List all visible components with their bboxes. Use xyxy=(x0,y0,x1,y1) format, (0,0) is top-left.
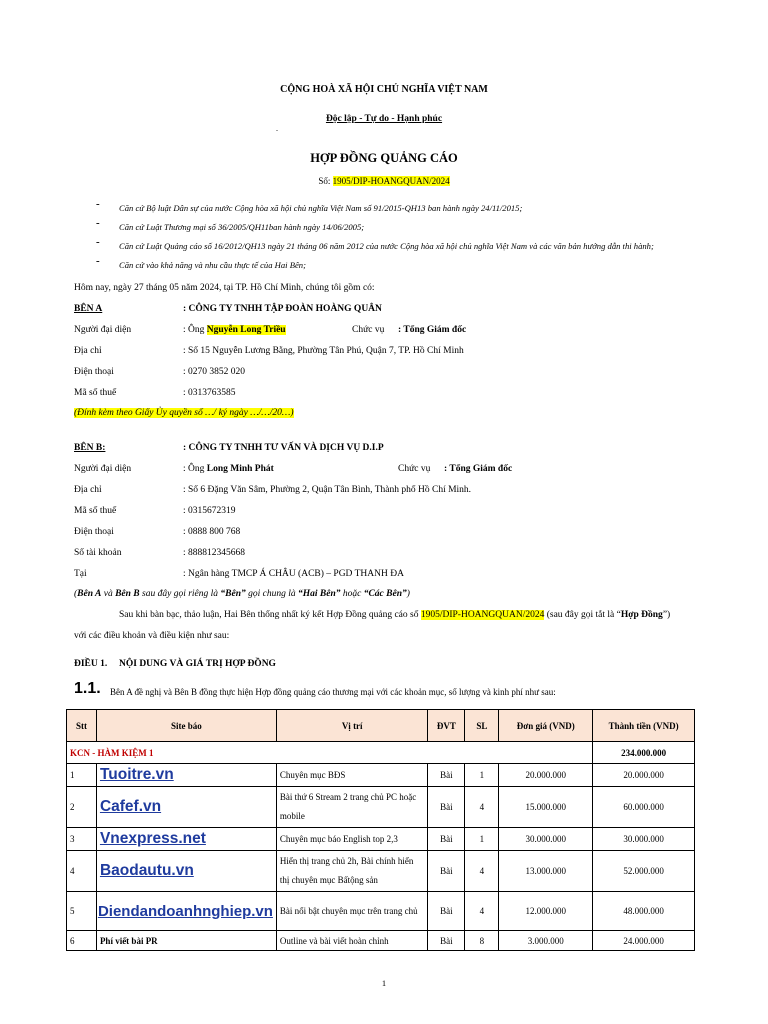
party-b-bank-label: Tại xyxy=(74,569,87,579)
row-price: 13.000.000 xyxy=(499,851,593,892)
row-unit: Bài xyxy=(428,931,465,951)
intro-text: Hôm nay, ngày 27 tháng 05 năm 2024, tại TP. Hồ Chí Minh, chúng tôi gồm có: xyxy=(74,283,375,293)
bullet-dash: - xyxy=(96,255,100,267)
article-1-title: NỘI DUNG VÀ GIÁ TRỊ HỢP ĐỒNG xyxy=(119,659,276,669)
pricing-table xyxy=(66,709,695,951)
legal-basis-item: Căn cứ vào khả năng và nhu cầu thực tế của Hai Bên; xyxy=(119,260,306,270)
row-site xyxy=(96,892,276,931)
party-b-position-label: Chức vụ xyxy=(398,464,431,474)
party-a-company: : CÔNG TY TNHH TẬP ĐOÀN HOÀNG QUÂN xyxy=(183,304,382,314)
table-row xyxy=(67,892,695,931)
document-title: HỢP ĐỒNG QUẢNG CÁO xyxy=(310,151,458,165)
party-a-phone-label: Điện thoại xyxy=(74,367,114,377)
party-b-address-label: Địa chỉ xyxy=(74,485,102,495)
row-total: 60.000.000 xyxy=(593,787,695,828)
row-qty: 1 xyxy=(465,764,499,787)
party-a-position-value: : Tổng Giám đốc xyxy=(398,325,467,335)
contract-number xyxy=(0,176,768,186)
legal-basis-item: Căn cứ Luật Quảng cáo số 16/2012/QH13 ngày 21 tháng 06 năm 2012 của nước Cộng hòa xã hội chủ nghĩa Việt Nam và các văn bản hướng dẫn thi hành; xyxy=(119,241,654,251)
row-position: Chuyên mục báo English top 2,3 xyxy=(276,828,428,851)
row-price: 20.000.000 xyxy=(499,764,593,787)
parties-note-and: và xyxy=(101,589,116,599)
header-total: Thành tiền (VND) xyxy=(593,710,695,742)
group-total: 234.000.000 xyxy=(593,742,695,764)
row-stt: 4 xyxy=(67,851,97,892)
party-b-rep-label: Người đại diện xyxy=(74,464,132,474)
group-label: KCN - HÀM KIỆM 1 xyxy=(67,742,593,764)
row-unit: Bài xyxy=(428,764,465,787)
party-a-rep-label: Người đại diện xyxy=(74,325,132,335)
party-b-address-value: : Số 6 Đặng Văn Sâm, Phường 2, Quận Tân Bình, Thành phố Hồ Chí Minh. xyxy=(183,485,472,495)
party-b-position-value: : Tổng Giám đốc xyxy=(444,464,513,474)
legal-basis-item: Căn cứ Luật Thương mại số 36/2005/QH11ban hành ngày 14/06/2005; xyxy=(119,222,365,232)
row-price: 12.000.000 xyxy=(499,892,593,931)
clause-1-1-text: Bên A đề nghị và Bên B đồng thực hiện Hợp đồng quảng cáo thương mại với các khoản mục, số lượng và kinh phí như sau: xyxy=(110,687,556,697)
row-total: 48.000.000 xyxy=(593,892,695,931)
clause-1-1-number: 1.1. xyxy=(74,680,101,697)
bullet-dash: - xyxy=(96,198,100,210)
party-b-tax-label: Mã số thuế xyxy=(74,506,117,516)
party-b-rep-prefix: : Ông xyxy=(183,464,207,474)
row-qty: 8 xyxy=(465,931,499,951)
row-stt: 5 xyxy=(67,892,97,931)
party-a-tax-label: Mã số thuế xyxy=(74,388,117,398)
row-unit: Bài xyxy=(428,828,465,851)
contract-number-value: 1905/DIP-HOANGQUAN/2024 xyxy=(332,176,450,186)
parties-note-or: hoặc xyxy=(340,589,364,599)
parties-note xyxy=(74,589,410,599)
row-stt: 2 xyxy=(67,787,97,828)
row-unit: Bài xyxy=(428,892,465,931)
row-unit: Bài xyxy=(428,851,465,892)
agreement-part1: Sau khi bàn bạc, thảo luận, Hai Bên thống nhất ký kết Hợp Đồng quảng cáo số xyxy=(119,610,421,620)
party-a-address-label: Địa chỉ xyxy=(74,346,102,356)
agreement-term: Hợp Đồng xyxy=(620,610,663,620)
parties-note-b: Bên B xyxy=(115,589,140,599)
party-b-rep-name: Long Minh Phát xyxy=(206,464,274,474)
party-b-phone-label: Điện thoại xyxy=(74,527,114,537)
party-b-account-value: : 888812345668 xyxy=(183,548,246,558)
party-b-heading: BÊN B: xyxy=(74,443,106,453)
party-a-attachment-note: (Đính kèm theo Giấy Ủy quyền số …/ ký ngày …/…/20…) xyxy=(74,408,294,418)
page-number: 1 xyxy=(381,978,387,988)
bullet-dash: - xyxy=(96,236,100,248)
row-position: Bài nổi bật chuyên mục trên trang chủ xyxy=(276,892,428,931)
table-row xyxy=(67,787,695,828)
table-row xyxy=(67,851,695,892)
row-price: 3.000.000 xyxy=(499,931,593,951)
row-unit: Bài xyxy=(428,787,465,828)
row-site: Phí viết bài PR xyxy=(96,931,276,951)
row-qty: 4 xyxy=(465,851,499,892)
national-title: CỘNG HOÀ XÃ HỘI CHỦ NGHĨA VIỆT NAM xyxy=(280,84,488,95)
table-row xyxy=(67,931,695,951)
agreement-line2: với các điều khoản và điều kiện như sau: xyxy=(74,631,230,641)
party-b-bank-value: : Ngân hàng TMCP Á CHÂU (ACB) – PGD THANH ĐA xyxy=(183,569,404,579)
header-stt: Stt xyxy=(67,710,97,742)
header-position: Vị trí xyxy=(276,710,428,742)
parties-note-q3: “Các Bên” xyxy=(363,589,407,599)
party-b-account-label: Số tài khoản xyxy=(74,548,122,558)
header-price: Đơn giá (VND) xyxy=(499,710,593,742)
parties-note-mid: sau đây gọi riêng là xyxy=(139,589,221,599)
agreement-part3: ”) xyxy=(662,610,671,620)
row-position: Bài thứ 6 Stream 2 trang chủ PC hoặc mobile xyxy=(276,787,428,828)
party-a-tax-value: : 0313763585 xyxy=(183,388,236,398)
row-site xyxy=(96,764,276,787)
table-row xyxy=(67,764,695,787)
header-qty: SL xyxy=(465,710,499,742)
group-row xyxy=(67,742,695,764)
agreement-part2: (sau đây gọi tắt là “ xyxy=(544,610,621,620)
site-link[interactable]: Baodautu.vn xyxy=(99,862,194,879)
party-a-phone-value: : 0270 3852 020 xyxy=(183,367,246,377)
table-header-row xyxy=(67,710,695,742)
parties-note-a: Bên A xyxy=(77,589,102,599)
header-unit: ĐVT xyxy=(428,710,465,742)
party-b-rep xyxy=(183,464,274,474)
party-b-tax-value: : 0315672319 xyxy=(183,506,236,516)
agreement-paragraph xyxy=(119,610,670,620)
parties-note-q1: “Bên” xyxy=(220,589,246,599)
row-qty: 4 xyxy=(465,892,499,931)
header-site: Site báo xyxy=(96,710,276,742)
bullet-dash: - xyxy=(96,217,100,229)
row-site xyxy=(96,851,276,892)
row-position: Chuyên mục BĐS xyxy=(276,764,428,787)
row-stt: 1 xyxy=(67,764,97,787)
agreement-number: 1905/DIP-HOANGQUAN/2024 xyxy=(420,610,545,620)
row-stt: 3 xyxy=(67,828,97,851)
site-link[interactable]: Tuoitre.vn xyxy=(99,766,174,783)
party-a-position-label: Chức vụ xyxy=(352,325,385,335)
row-position: Outline và bài viết hoàn chỉnh xyxy=(276,931,428,951)
row-position: Hiển thị trang chủ 2h, Bài chính hiển thị chuyên mục Bấtộng sản xyxy=(276,851,428,892)
row-site xyxy=(96,828,276,851)
row-total: 24.000.000 xyxy=(593,931,695,951)
parties-note-open: ( xyxy=(74,589,78,599)
legal-basis-item: Căn cứ Bộ luật Dân sự của nước Cộng hòa xã hội chủ nghĩa Việt Nam số 91/2015-QH13 ban hành ngày 24/11/2015; xyxy=(119,203,523,213)
party-a-rep-name: Nguyễn Long Triều xyxy=(206,325,286,335)
row-qty: 1 xyxy=(465,828,499,851)
row-qty: 4 xyxy=(465,787,499,828)
row-total: 52.000.000 xyxy=(593,851,695,892)
party-b-company: : CÔNG TY TNHH TƯ VẤN VÀ DỊCH VỤ D.I.P xyxy=(183,443,384,453)
row-total: 30.000.000 xyxy=(593,828,695,851)
party-a-heading: BÊN A xyxy=(74,304,103,314)
motto: Độc lập - Tự do - Hạnh phúc xyxy=(325,114,443,124)
row-site xyxy=(96,787,276,828)
site-link[interactable]: Vnexpress.net xyxy=(99,830,206,847)
article-1-number: ĐIỀU 1. xyxy=(74,659,108,669)
motto-dot: . xyxy=(276,124,278,133)
row-price: 15.000.000 xyxy=(499,787,593,828)
party-a-address-value: : Số 15 Nguyễn Lương Bằng, Phường Tân Phú, Quận 7, TP. Hồ Chí Minh xyxy=(183,346,464,356)
row-price: 30.000.000 xyxy=(499,828,593,851)
row-stt: 6 xyxy=(67,931,97,951)
contract-number-label: Số: xyxy=(318,176,331,186)
parties-note-close: ) xyxy=(406,589,410,599)
party-b-phone-value: : 0888 800 768 xyxy=(183,527,241,537)
party-a-rep xyxy=(183,325,286,335)
site-link[interactable]: Cafef.vn xyxy=(99,798,162,815)
table-row xyxy=(67,828,695,851)
parties-note-q2: “Hai Bên” xyxy=(298,589,341,599)
row-total: 20.000.000 xyxy=(593,764,695,787)
party-a-rep-prefix: : Ông xyxy=(183,325,207,335)
site-link[interactable]: Diendandoanhnghiep.vn xyxy=(97,902,273,920)
parties-note-mid2: gọi chung là xyxy=(245,589,298,599)
